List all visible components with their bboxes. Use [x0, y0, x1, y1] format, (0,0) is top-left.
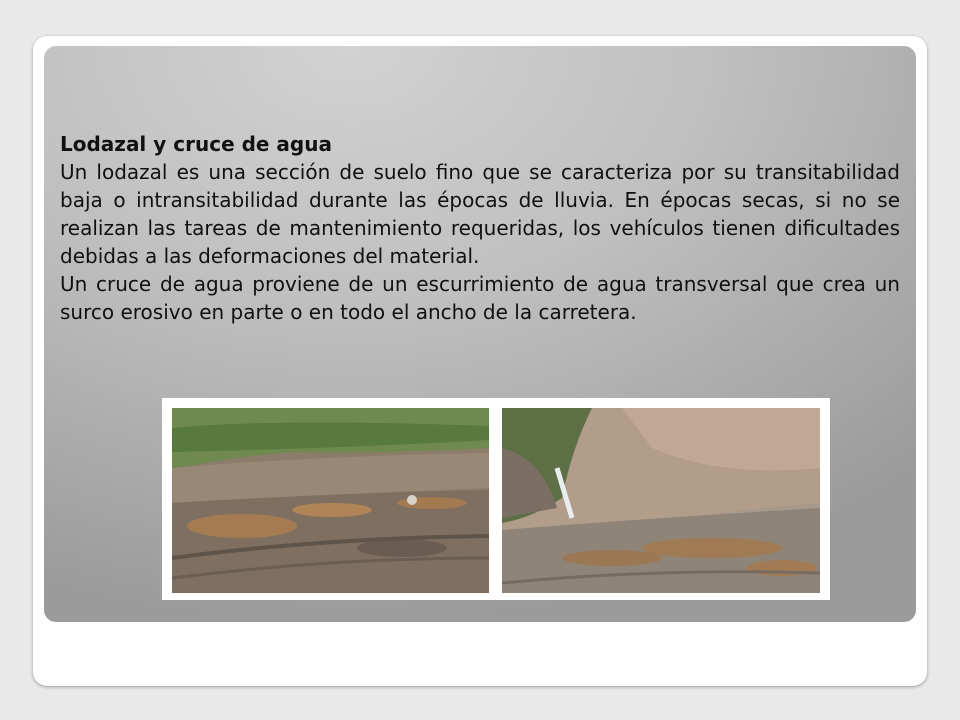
mud-road-photo — [172, 408, 489, 593]
photo-strip — [162, 398, 830, 600]
water-crossing-photo — [502, 408, 820, 593]
paragraph-lodazal: Un lodazal es una sección de suelo fino que se caracteriza por su transitabilidad baja o intransitabilidad durante las épocas de lluvia. En épocas secas, si no se realizan las tareas de mantenimiento requeridas, los vehículos tienen dificultades debidas a las deformaciones del material. — [60, 160, 900, 268]
paragraph-cruce-de-agua: Un cruce de agua proviene de un escurrimiento de agua transversal que crea un surco erosivo en parte o en todo el ancho de la carretera. — [60, 272, 900, 324]
text-block — [60, 130, 900, 326]
slide-title: Lodazal y cruce de agua — [60, 132, 332, 156]
